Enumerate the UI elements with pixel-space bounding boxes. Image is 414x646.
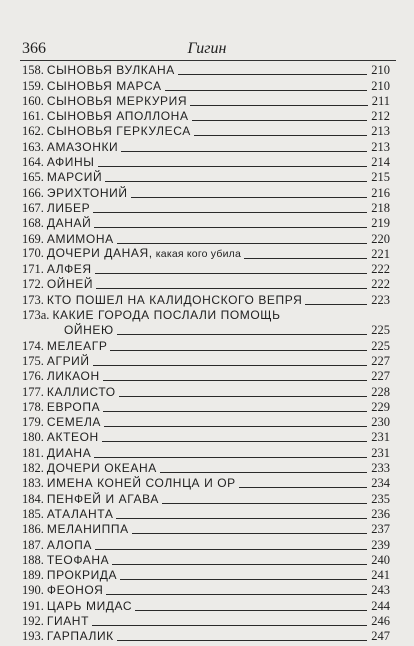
toc-entry-page: 214 — [371, 155, 390, 170]
toc-entry-label — [22, 476, 236, 491]
header-rule — [20, 60, 396, 61]
toc-entry-label — [22, 246, 241, 262]
toc-entry-number: 173. — [22, 292, 44, 307]
toc-entry-label — [22, 124, 191, 139]
toc-entry-number: 168. — [22, 216, 44, 231]
toc-entry-number: 178. — [22, 399, 44, 414]
toc-entry-number: 191. — [22, 598, 44, 613]
toc-entry-label — [22, 522, 129, 537]
toc-entry[interactable] — [22, 400, 390, 415]
toc-entry-page: 216 — [371, 185, 390, 200]
leader-rule — [190, 105, 368, 106]
toc-entry-title: СЫНОВЬЯ ВУЛКАНА — [46, 63, 175, 78]
toc-entry-page: 218 — [371, 200, 390, 215]
leader-rule — [95, 549, 367, 550]
toc-entry-label — [22, 599, 132, 614]
toc-entry-label-continued — [22, 323, 114, 338]
toc-entry-number: 181. — [22, 445, 44, 460]
toc-entry[interactable] — [22, 614, 390, 629]
toc-entry-title: ПЕНФЕЙ И АГАВА — [46, 491, 159, 506]
toc-entry-title: МЕЛЕАГР — [46, 338, 108, 353]
toc-entry-number: 186. — [22, 522, 44, 537]
toc-entry-page: 247 — [371, 629, 390, 644]
toc-entry-label — [22, 186, 128, 201]
toc-entry[interactable] — [22, 124, 390, 139]
toc-entry-label — [22, 369, 100, 384]
toc-entry-title: ЛИКАОН — [46, 369, 100, 384]
toc-entry-title: ОЙНЕЙ — [46, 277, 94, 292]
toc-entry[interactable] — [22, 537, 390, 552]
leader-rule — [92, 625, 367, 626]
toc-entry-title: ИМЕНА КОНЕЙ СОЛНЦА И ОР — [46, 476, 236, 491]
leader-rule — [119, 396, 368, 397]
toc-entry-line — [22, 323, 390, 338]
toc-entry-number: 176. — [22, 369, 44, 384]
toc-entry-title: КТО ПОШЕЛ НА КАЛИДОНСКОГО ВЕПРЯ — [46, 292, 303, 307]
toc-entry[interactable] — [22, 522, 390, 537]
toc-entry-number: 192. — [22, 613, 44, 628]
leader-rule — [95, 273, 368, 274]
toc-entry-title: ДАНАЙ — [46, 216, 92, 231]
leader-rule — [103, 411, 367, 412]
toc-entry[interactable] — [22, 109, 390, 124]
toc-entry[interactable] — [22, 461, 390, 476]
leader-rule — [94, 227, 367, 228]
toc-entry-label — [22, 216, 91, 231]
toc-entry[interactable] — [22, 94, 390, 109]
toc-entry-label — [22, 614, 89, 629]
toc-entry-page: 222 — [371, 277, 390, 292]
toc-entry-number: 162. — [22, 124, 44, 139]
toc-entry-title: ПРОКРИДА — [46, 568, 118, 583]
toc-entry-number: 173а. — [22, 308, 50, 323]
toc-entry[interactable] — [22, 583, 390, 598]
toc-entry-label — [22, 568, 117, 583]
leader-rule — [94, 457, 367, 458]
toc-entry[interactable] — [22, 170, 390, 185]
toc-entry-page: 220 — [371, 231, 390, 246]
toc-entry-page: 210 — [371, 63, 390, 78]
toc-entry-title: АЛФЕЯ — [46, 262, 92, 277]
toc-entry-number: 172. — [22, 277, 44, 292]
leader-rule — [131, 197, 368, 198]
toc-entry-label — [22, 155, 95, 170]
toc-entry-label — [22, 446, 91, 461]
toc-entry[interactable] — [22, 415, 390, 430]
toc-entry[interactable] — [22, 384, 390, 399]
toc-entry-page: 239 — [371, 537, 390, 552]
toc-entry-number: 165. — [22, 170, 44, 185]
toc-entry[interactable] — [22, 247, 390, 262]
toc-entry-page: 227 — [371, 353, 390, 368]
toc-entry-label — [22, 538, 92, 553]
toc-entry-number: 182. — [22, 461, 44, 476]
toc-entry-label — [22, 400, 100, 415]
toc-entry-number: 180. — [22, 430, 44, 445]
page-header — [0, 40, 414, 62]
toc-entry-page: 225 — [371, 323, 390, 338]
toc-entry-label — [22, 293, 302, 308]
leader-rule — [132, 533, 368, 534]
leader-rule — [104, 426, 367, 427]
toc-entry-title: СЕМЕЛА — [46, 415, 102, 430]
toc-entry-page: 221 — [371, 246, 390, 261]
toc-entry-page: 235 — [371, 491, 390, 506]
toc-entry-page: 211 — [371, 93, 390, 108]
toc-entry-title: КАЛЛИСТО — [46, 384, 116, 399]
toc-entry[interactable] — [22, 231, 390, 246]
toc-entry-title: ЭРИХТОНИЙ — [46, 185, 128, 200]
leader-rule — [135, 610, 367, 611]
toc-entry-label — [22, 201, 90, 216]
toc-entry-title: ЦАРЬ МИДАС — [46, 598, 133, 613]
toc-entry-label — [22, 430, 99, 445]
leader-rule — [117, 334, 367, 335]
toc-entry-label — [22, 354, 90, 369]
toc-entry[interactable] — [22, 445, 390, 460]
toc-entry-label — [22, 63, 175, 78]
toc-entry-title: ГАРПАЛИК — [46, 629, 114, 644]
toc-entry-number: 185. — [22, 506, 44, 521]
toc-entry[interactable] — [22, 185, 390, 200]
toc-entry-number: 175. — [22, 353, 44, 368]
toc-entry-number: 183. — [22, 476, 44, 491]
toc-entry[interactable] — [22, 507, 390, 522]
toc-entry-label — [22, 277, 93, 292]
toc-entry-page: 225 — [371, 338, 390, 353]
toc-entry-label — [22, 415, 101, 430]
toc-entry[interactable] — [22, 354, 390, 369]
toc-entry-page: 212 — [371, 109, 390, 124]
toc-entry-page: 237 — [371, 522, 390, 537]
toc-entry-label — [22, 461, 157, 476]
toc-entry-number: 160. — [22, 93, 44, 108]
toc-entry-title: АФИНЫ — [46, 155, 95, 170]
toc-entry-label — [22, 308, 281, 323]
toc-entry-page: 234 — [371, 476, 390, 491]
toc-entry[interactable] — [22, 292, 390, 307]
toc-entry-page: 230 — [371, 415, 390, 430]
toc-entry[interactable] — [22, 430, 390, 445]
toc-entry-title: АКТЕОН — [46, 430, 99, 445]
toc-entry-title: АГРИЙ — [46, 353, 90, 368]
page-number: 366 — [22, 40, 46, 57]
toc-entry-label — [22, 553, 109, 568]
toc-entry-page: 244 — [371, 598, 390, 613]
toc-entry-page: 236 — [371, 506, 390, 521]
toc-entry-label — [22, 507, 113, 522]
toc-entry[interactable] — [22, 155, 390, 170]
toc-entry-title: КАКИЕ ГОРОДА ПОСЛАЛИ ПОМОЩЬ — [52, 308, 281, 323]
toc-entry-label — [22, 583, 103, 598]
toc-entry-title: СЫНОВЬЯ АПОЛЛОНА — [46, 109, 189, 124]
toc-entry-label — [22, 339, 107, 354]
toc-entry[interactable] — [22, 568, 390, 583]
toc-entry-number: 189. — [22, 568, 44, 583]
toc-entry-page: 243 — [371, 583, 390, 598]
toc-entry[interactable] — [22, 262, 390, 277]
leader-rule — [103, 380, 368, 381]
leader-rule — [93, 365, 368, 366]
leader-rule — [178, 74, 367, 75]
toc-entry-number: 166. — [22, 185, 44, 200]
leader-rule — [305, 304, 367, 305]
leader-rule — [165, 90, 368, 91]
table-of-contents — [22, 63, 390, 644]
toc-entry-page: 223 — [371, 292, 390, 307]
toc-entry-number: 171. — [22, 262, 44, 277]
toc-entry-label — [22, 94, 187, 109]
toc-entry-page: 227 — [371, 369, 390, 384]
leader-rule — [194, 135, 367, 136]
toc-entry-label — [22, 492, 159, 507]
leader-rule — [244, 258, 367, 259]
toc-entry-number: 190. — [22, 583, 44, 598]
leader-rule — [239, 487, 367, 488]
toc-entry-page: 229 — [371, 399, 390, 414]
toc-entry-subtitle: какая кого убила — [155, 247, 242, 260]
toc-entry[interactable] — [22, 63, 390, 78]
toc-entry-multiline — [22, 308, 390, 339]
toc-entry-number: 177. — [22, 384, 44, 399]
toc-entry-label — [22, 232, 114, 247]
toc-entry-page: 240 — [371, 552, 390, 567]
leader-rule — [112, 564, 367, 565]
toc-entry-page: 213 — [371, 124, 390, 139]
toc-entry-title: СЫНОВЬЯ МАРСА — [46, 78, 162, 93]
toc-entry[interactable] — [22, 277, 390, 292]
toc-entry-label — [22, 79, 162, 94]
toc-entry-page: 213 — [371, 139, 390, 154]
toc-entry[interactable] — [22, 338, 390, 353]
toc-entry-label — [22, 140, 118, 155]
toc-entry[interactable] — [22, 139, 390, 154]
toc-entry-title: ГИАНТ — [46, 613, 89, 628]
toc-entry-number: 161. — [22, 109, 44, 124]
toc-entry-label — [22, 385, 116, 400]
toc-entry[interactable] — [22, 201, 390, 216]
toc-entry-line — [22, 308, 390, 323]
toc-entry-title: ТЕОФАНА — [46, 552, 110, 567]
toc-entry-number: 193. — [22, 629, 44, 644]
leader-rule — [105, 181, 367, 182]
toc-entry-number: 174. — [22, 338, 44, 353]
toc-entry-title: ФЕОНОЯ — [46, 583, 104, 598]
toc-entry[interactable] — [22, 78, 390, 93]
toc-entry-number: 167. — [22, 200, 44, 215]
toc-entry-title: ЛИБЕР — [46, 200, 91, 215]
leader-rule — [110, 350, 367, 351]
toc-entry-title: СЫНОВЬЯ МЕРКУРИЯ — [46, 93, 188, 108]
toc-entry-title: АЛОПА — [46, 537, 92, 552]
leader-rule — [93, 212, 367, 213]
toc-entry-number: 158. — [22, 63, 44, 78]
toc-entry[interactable] — [22, 553, 390, 568]
toc-entry-page: 215 — [371, 170, 390, 185]
toc-entry-number: 163. — [22, 139, 44, 154]
leader-rule — [160, 472, 367, 473]
toc-entry-title: АТАЛАНТА — [46, 506, 114, 521]
toc-entry-page: 241 — [371, 568, 390, 583]
toc-entry-number: 188. — [22, 552, 44, 567]
toc-entry-title: ЕВРОПА — [46, 399, 101, 414]
toc-entry[interactable] — [22, 476, 390, 491]
running-title: Гигин — [187, 40, 227, 57]
toc-entry-title: АМАЗОНКИ — [46, 139, 119, 154]
toc-entry-page: 219 — [371, 216, 390, 231]
toc-entry-label — [22, 262, 92, 277]
toc-entry[interactable] — [22, 308, 390, 339]
toc-entry-title: АМИМОНА — [46, 231, 114, 246]
leader-rule — [117, 243, 368, 244]
toc-entry-number: 164. — [22, 155, 44, 170]
toc-entry-title: ДОЧЕРИ ОКЕАНА — [46, 461, 157, 476]
toc-entry-page: 222 — [371, 262, 390, 277]
toc-entry-number: 179. — [22, 415, 44, 430]
toc-entry[interactable] — [22, 629, 390, 644]
toc-entry[interactable] — [22, 598, 390, 613]
toc-entry-page: 228 — [371, 384, 390, 399]
leader-rule — [98, 166, 368, 167]
toc-entry-page: 246 — [371, 613, 390, 628]
leader-rule — [117, 640, 367, 641]
toc-entry-label — [22, 109, 189, 124]
toc-entry[interactable] — [22, 369, 390, 384]
leader-rule — [121, 151, 367, 152]
toc-entry-number: 170. — [22, 245, 44, 260]
toc-entry-title: МАРСИЙ — [46, 170, 103, 185]
toc-entry-number: 187. — [22, 537, 44, 552]
leader-rule — [192, 120, 368, 121]
toc-entry-page: 231 — [371, 445, 390, 460]
leader-rule — [102, 441, 367, 442]
toc-entry-title: ДОЧЕРИ ДАНАЯ, — [46, 245, 153, 260]
toc-entry-label — [22, 629, 114, 644]
toc-entry-page: 233 — [371, 461, 390, 476]
leader-rule — [120, 579, 367, 580]
leader-rule — [162, 503, 367, 504]
toc-entry-number: 169. — [22, 231, 44, 246]
toc-entry-title: МЕЛАНИППА — [46, 522, 129, 537]
toc-entry-number: 184. — [22, 491, 44, 506]
leader-rule — [116, 518, 367, 519]
toc-entry[interactable] — [22, 491, 390, 506]
toc-entry-title: ДИАНА — [46, 445, 92, 460]
toc-entry-title-continued: ОЙНЕЮ — [64, 323, 114, 338]
toc-entry-page: 231 — [371, 430, 390, 445]
toc-entry-title: СЫНОВЬЯ ГЕРКУЛЕСА — [46, 124, 191, 139]
toc-entry-page: 210 — [371, 78, 390, 93]
toc-entry-label — [22, 170, 102, 185]
toc-entry[interactable] — [22, 216, 390, 231]
leader-rule — [96, 288, 367, 289]
toc-entry-number: 159. — [22, 78, 44, 93]
leader-rule — [106, 594, 367, 595]
